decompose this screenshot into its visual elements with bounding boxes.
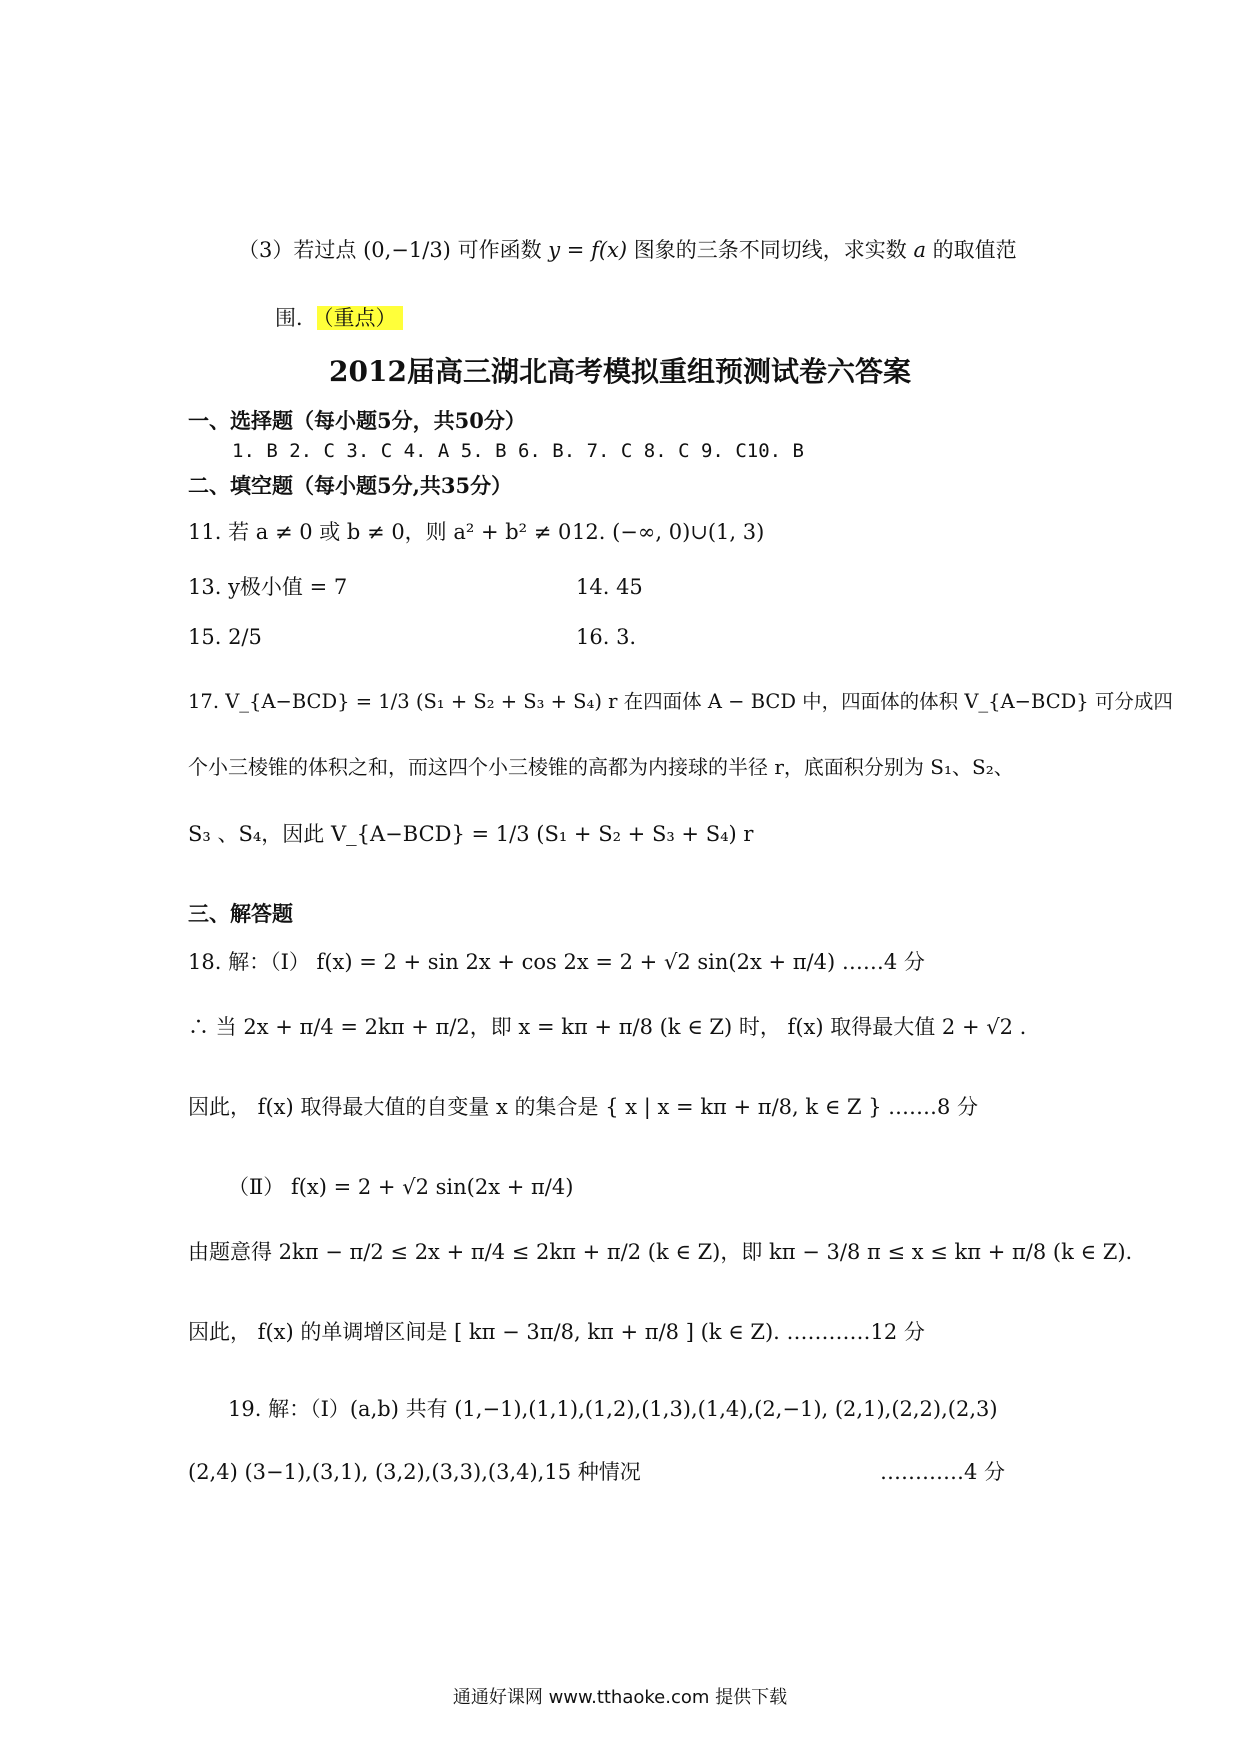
key-point-highlight: （重点） — [317, 306, 403, 330]
function-expression: y = f(x) — [548, 238, 628, 262]
answer-13: 13. y极小值 = 7 — [188, 575, 348, 599]
question-3-line-2 — [275, 306, 403, 331]
question-3-wrap: 围． — [275, 306, 317, 330]
choice-answers: 1. B 2. C 3. C 4. A 5. B 6. B. 7. C 8. C 9. C10. B — [232, 440, 804, 462]
question-3-prefix: （3）若过点 — [238, 238, 357, 262]
page-footer: 通通好课网 www.tthaoke.com 提供下载 — [452, 1687, 788, 1708]
answer-14: 14. 45 — [576, 575, 643, 599]
page-title: 2012届高三湖北高考模拟重组预测试卷六答案 — [329, 355, 911, 388]
point-expression: (0,−1/3) — [363, 238, 451, 262]
solution-19-score: …………4 分 — [880, 1460, 1006, 1484]
question-3-rest: 图象的三条不同切线，求实数 — [633, 238, 907, 262]
question-3-line-1 — [238, 238, 1017, 263]
answer-17-line-3: S₃ 、S₄，因此 V_{A−BCD} = 1/3 (S₁ + S₂ + S₃ + S₄) r — [188, 822, 754, 846]
section-1-heading: 一、选择题（每小题5分，共50分） — [188, 408, 526, 433]
solution-19-line-2: (2,4) (3−1),(3,1), (3,2),(3,3),(3,4),15 种情况 — [188, 1460, 641, 1484]
section-2-heading: 二、填空题（每小题5分,共35分） — [188, 473, 513, 498]
solution-18-line-2: ∴ 当 2x + π/4 = 2kπ + π/2，即 x = kπ + π/8 (k ∈ Z) 时， f(x) 取得最大值 2 + √2 . — [188, 1015, 1027, 1039]
solution-18-line-6: 因此， f(x) 的单调增区间是 [ kπ − 3π/8, kπ + π/8 ] (k ∈ Z). …………12 分 — [188, 1320, 925, 1344]
solution-18-line-3: 因此， f(x) 取得最大值的自变量 x 的集合是 { x | x = kπ + π/8, k ∈ Z } .……8 分 — [188, 1095, 979, 1119]
answer-15: 15. 2/5 — [188, 625, 262, 649]
solution-18-line-5: 由题意得 2kπ − π/2 ≤ 2x + π/4 ≤ 2kπ + π/2 (k ∈ Z)，即 kπ − 3/8 π ≤ x ≤ kπ + π/8 (k ∈ Z). — [188, 1240, 1133, 1264]
section-3-heading: 三、解答题 — [188, 901, 293, 926]
solution-18-line-4: （Ⅱ） f(x) = 2 + √2 sin(2x + π/4) — [228, 1175, 574, 1199]
variable-a: a — [913, 238, 926, 262]
answer-17-line-1: 17. V_{A−BCD} = 1/3 (S₁ + S₂ + S₃ + S₄) r 在四面体 A − BCD 中，四面体的体积 V_{A−BCD} 可分成四 — [188, 690, 1173, 713]
question-3-mid: 可作函数 — [457, 238, 542, 262]
solution-19-line-1: 19. 解：（Ⅰ）(a,b) 共有 (1,−1),(1,1),(1,2),(1,3),(1,4),(2,−1), (2,1),(2,2),(2,3) — [228, 1397, 998, 1421]
question-3-end: 的取值范 — [932, 238, 1017, 262]
answer-12: 12. (−∞, 0)∪(1, 3) — [572, 520, 765, 544]
answer-11: 11. 若 a ≠ 0 或 b ≠ 0，则 a² + b² ≠ 0 — [188, 520, 572, 544]
solution-18-line-1: 18. 解：（Ⅰ） f(x) = 2 + sin 2x + cos 2x = 2 + √2 sin(2x + π/4) ……4 分 — [188, 950, 925, 974]
answer-17-line-2: 个小三棱锥的体积之和，而这四个小三棱锥的高都为内接球的半径 r，底面积分别为 S₁、S₂、 — [188, 755, 1014, 779]
answer-16: 16. 3. — [576, 625, 637, 649]
